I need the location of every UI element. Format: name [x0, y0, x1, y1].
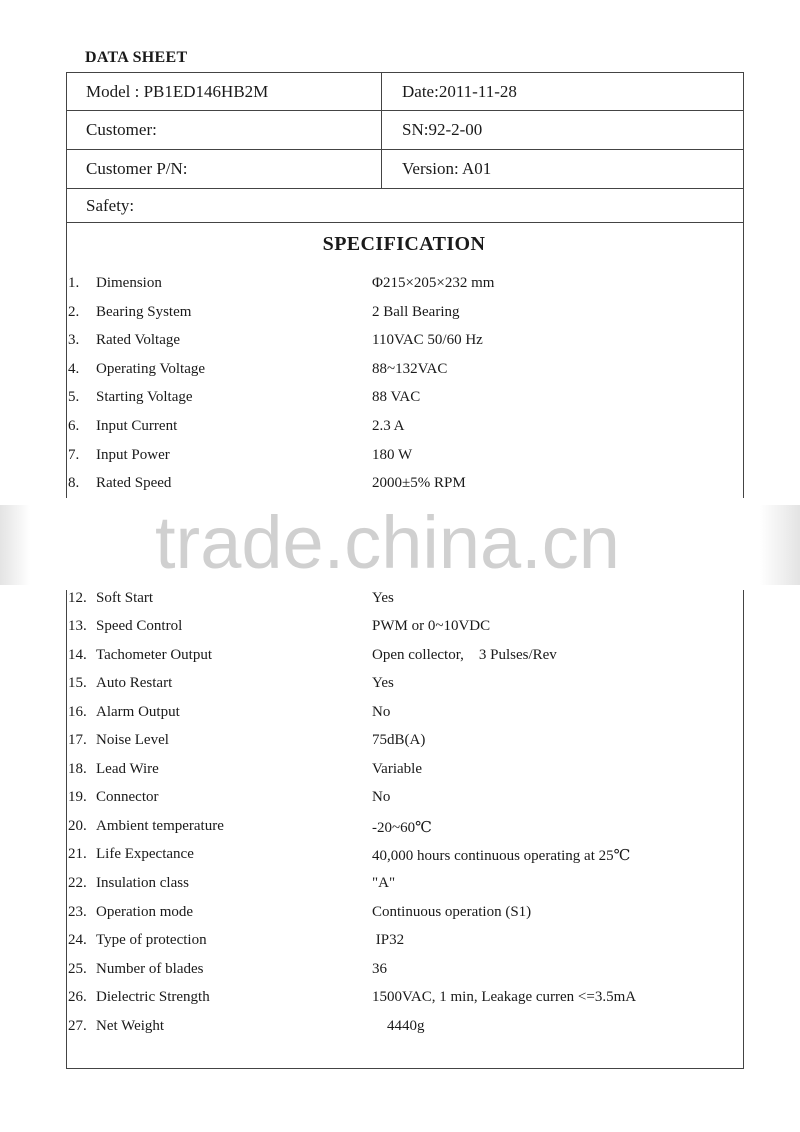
- spec-label: Noise Level: [96, 732, 169, 748]
- spec-number: 14.: [68, 647, 87, 663]
- spec-value: No: [372, 704, 391, 720]
- spec-label: Number of blades: [96, 961, 204, 977]
- sheet-title: DATA SHEET: [85, 49, 188, 66]
- spec-value: 110VAC 50/60 Hz: [372, 332, 483, 348]
- header-table: [66, 72, 744, 223]
- spec-label: Dielectric Strength: [96, 989, 210, 1005]
- spec-value: 40,000 hours continuous operating at 25℃: [372, 848, 631, 864]
- spec-number: 21.: [68, 846, 87, 862]
- header-row-safety: [67, 189, 743, 222]
- spec-label: Input Power: [96, 447, 170, 463]
- spec-label: Operation mode: [96, 904, 194, 920]
- spec-number: 16.: [68, 704, 87, 720]
- spec-value: "A": [372, 875, 396, 891]
- spec-label: Rated Voltage: [96, 332, 181, 348]
- spec-number: 8.: [68, 475, 80, 491]
- spec-number: 1.: [68, 275, 80, 291]
- spec-value: -20~60℃: [372, 820, 432, 836]
- spec-value: PWM or 0~10VDC: [372, 618, 491, 634]
- spec-number: 20.: [68, 818, 87, 834]
- spec-value: No: [372, 789, 391, 805]
- watermark-fade-right: [760, 505, 800, 585]
- spec-number: 5.: [68, 389, 80, 405]
- spec-number: 27.: [68, 1018, 87, 1034]
- spec-value: Yes: [372, 590, 394, 606]
- spec-value: 1500VAC, 1 min, Leakage curren <=3.5mA: [372, 989, 637, 1005]
- spec-value: Yes: [372, 675, 394, 691]
- spec-label: Dimension: [96, 275, 162, 291]
- header-row-customer-pn: [67, 150, 743, 189]
- spec-number: 25.: [68, 961, 87, 977]
- spec-value: Open collector, 3 Pulses/Rev: [372, 647, 557, 663]
- spec-label: Net Weight: [96, 1018, 165, 1034]
- specification-title: SPECIFICATION: [322, 233, 486, 255]
- spec-label: Type of protection: [96, 932, 207, 948]
- spec-label: Bearing System: [96, 304, 192, 320]
- spec-number: 15.: [68, 675, 87, 691]
- spec-value: 36: [372, 961, 387, 977]
- spec-value: 88 VAC: [372, 389, 421, 405]
- spec-number: 22.: [68, 875, 87, 891]
- spec-value: 2.3 A: [372, 418, 405, 434]
- model-cell: Model : PB1ED146HB2M: [67, 73, 382, 110]
- spec-label: Auto Restart: [96, 675, 173, 691]
- sn-cell: SN:92-2-00: [402, 120, 483, 139]
- spec-label: Operating Voltage: [96, 361, 206, 377]
- spec-label: Life Expectance: [96, 846, 194, 862]
- spec-label: Lead Wire: [96, 761, 159, 777]
- spec-number: 18.: [68, 761, 87, 777]
- spec-label: Alarm Output: [96, 704, 180, 720]
- date-cell: Date:2011-11-28: [402, 81, 517, 101]
- spec-label: Rated Speed: [96, 475, 172, 491]
- spec-value: Φ215×205×232 mm: [372, 275, 495, 291]
- spec-number: 23.: [68, 904, 87, 920]
- spec-number: 12.: [68, 590, 87, 606]
- spec-label: Tachometer Output: [96, 647, 212, 663]
- spec-number: 7.: [68, 447, 80, 463]
- spec-value: 75dB(A): [372, 732, 426, 748]
- spec-number: 19.: [68, 789, 87, 805]
- spec-value: 180 W: [372, 447, 413, 463]
- spec-value: 88~132VAC: [372, 361, 448, 377]
- spec-label: Speed Control: [96, 618, 183, 634]
- spec-number: 13.: [68, 618, 87, 634]
- watermark-fade-left: [0, 505, 30, 585]
- spec-label: Insulation class: [96, 875, 189, 891]
- spec-label: Input Current: [96, 418, 178, 434]
- spec-value: 2000±5% RPM: [372, 475, 466, 491]
- spec-number: 4.: [68, 361, 80, 377]
- header-row-customer: [67, 111, 743, 150]
- spec-value: Continuous operation (S1): [372, 904, 532, 920]
- spec-label: Connector: [96, 789, 159, 805]
- spec-number: 2.: [68, 304, 80, 320]
- spec-number: 3.: [68, 332, 80, 348]
- watermark-text: trade.china.cn: [155, 501, 620, 584]
- version-cell: Version: A01: [402, 159, 492, 178]
- spec-number: 26.: [68, 989, 87, 1005]
- header-row-model: [67, 73, 743, 111]
- customer-pn-cell: Customer P/N:: [67, 150, 382, 188]
- safety-cell: Safety:: [86, 195, 135, 215]
- customer-cell: Customer:: [67, 111, 382, 149]
- spec-label: Starting Voltage: [96, 389, 193, 405]
- spec-label: Ambient temperature: [96, 818, 224, 834]
- spec-value: IP32: [372, 932, 405, 948]
- spec-number: 24.: [68, 932, 87, 948]
- spec-number: 17.: [68, 732, 87, 748]
- spec-number: 6.: [68, 418, 80, 434]
- spec-label: Soft Start: [96, 590, 154, 606]
- spec-value: Variable: [372, 761, 422, 777]
- spec-value: 2 Ball Bearing: [372, 304, 460, 320]
- spec-value: 4440g: [372, 1018, 425, 1034]
